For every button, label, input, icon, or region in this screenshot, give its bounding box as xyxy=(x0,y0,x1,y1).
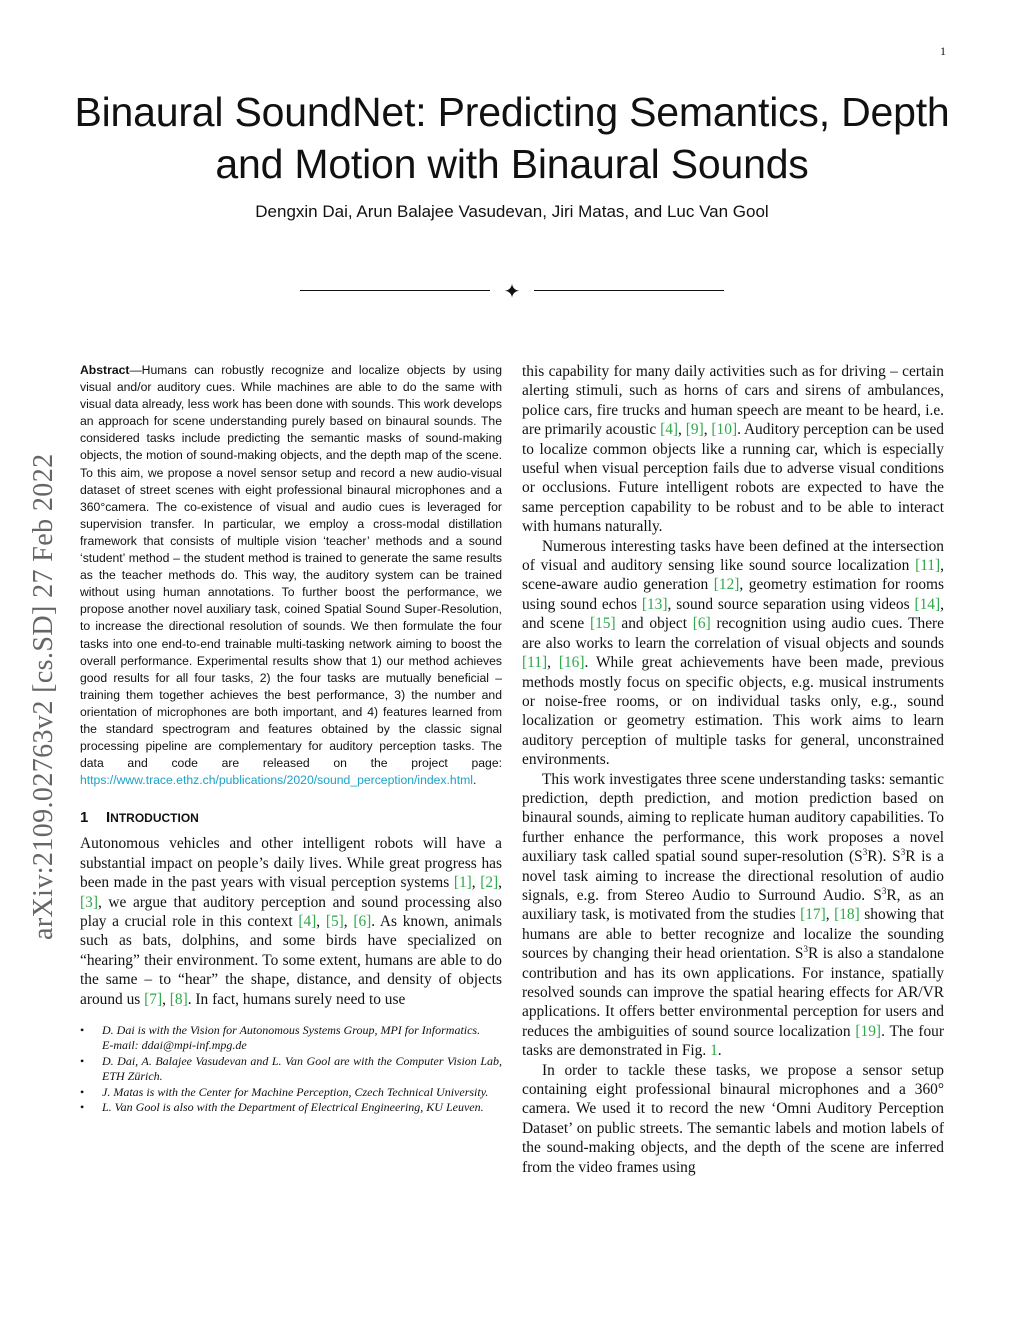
text-run: showing that humans are able to better recognize and localize the sounding sources by changing their head orientation. S xyxy=(522,906,944,963)
citation-link[interactable]: [15] xyxy=(589,615,616,633)
text-run: R, as an auxiliary task, is motivated from the studies xyxy=(522,886,944,924)
superscript: 3 xyxy=(862,847,868,858)
bullet-icon: • xyxy=(80,1023,85,1037)
citation-link[interactable]: [17] xyxy=(800,906,826,924)
author-list: Dengxin Dai, Arun Balajee Vasudevan, Jiri Matas, and Luc Van Gool xyxy=(255,202,769,221)
bullet-icon: • xyxy=(80,1053,85,1068)
text-run: . In fact, humans surely need to use xyxy=(187,990,406,1008)
title-line-1: Binaural SoundNet: Predicting Semantics, Depth xyxy=(74,89,950,135)
footnote-text: D. Dai is with the Vision for Autonomous Systems Group, MPI for Informatics. xyxy=(102,1023,481,1037)
citation-link[interactable]: [16] xyxy=(558,654,585,672)
intro-left-text xyxy=(80,834,502,1009)
abstract-label: Abstract xyxy=(80,363,130,377)
right-column xyxy=(522,362,944,1177)
citation-link[interactable]: [6] xyxy=(353,912,372,930)
text-run: , xyxy=(471,874,481,892)
text-run: . As known, animals such as bats, dolphins, and some birds have specialized on “hearing” their environment. To some extent, humans are able to do the same – to “hear” the shape, distance, and density of objects around us xyxy=(80,912,502,1008)
citation-link[interactable]: [13] xyxy=(641,595,668,613)
citation-link[interactable]: [3] xyxy=(80,893,98,911)
footnote-email: E-mail: ddai@mpi-inf.mpg.de xyxy=(102,1038,247,1053)
text-run: , xyxy=(162,990,170,1008)
intro-paragraph-5: In order to tackle these tasks, we propose a sensor setup containing eight professional binaural microphones and a 360° camera. We used it to record the new ‘Omni Auditory Perception Dataset’ on public streets. The semantic labels and motion labels of the sound-making objects, and the depth of the scene are inferred from the video frames using xyxy=(522,1061,944,1176)
author-footnotes xyxy=(80,1023,502,1115)
text-run: This work investigates three scene understanding tasks: semantic prediction, depth prediction, and motion prediction based on binaural sounds, aiming to replicate human auditory capabilities. To further enhance the performance, this work proposes a novel auxiliary task called spatial sound super-resolution (S xyxy=(522,770,944,866)
citation-link[interactable]: [12] xyxy=(713,576,740,594)
intro-paragraph-3 xyxy=(522,537,944,770)
text-run: , xyxy=(703,421,712,439)
intro-paragraph-4 xyxy=(522,770,944,1061)
section-number: 1 xyxy=(80,809,89,827)
intro-paragraph-2 xyxy=(522,362,944,537)
superscript: 3 xyxy=(881,885,887,896)
text-run: , xyxy=(316,912,326,930)
footnote-text: L. Van Gool is also with the Department of Electrical Engineering, KU Leuven. xyxy=(102,1100,484,1115)
text-run: , xyxy=(547,654,559,672)
footnote-item xyxy=(80,1085,502,1100)
text-run: . While great achievements have been made, previous methods mostly focus on specific objects, e.g. musical instruments or noise-free rooms, or on individual tasks only, e.g., sound localization or geometry estimation. This work aims to learn auditory perception of multiple tasks for general, unconstrained environments. xyxy=(522,654,944,769)
project-page-link[interactable]: https://www.trace.ethz.ch/publications/2020/sound_perception/index.html xyxy=(80,773,473,788)
figure-link[interactable]: 1 xyxy=(710,1042,718,1060)
citation-link[interactable]: [11] xyxy=(915,557,941,575)
separator-line-left xyxy=(300,290,490,291)
bullet-icon: • xyxy=(80,1084,85,1099)
arxiv-identifier: arXiv:2109.02763v2 [cs.SD] 27 Feb 2022 xyxy=(28,453,59,940)
section-title-initial: I xyxy=(106,809,111,827)
citation-link[interactable]: [4] xyxy=(298,912,317,930)
separator-line-right xyxy=(534,290,724,291)
title-separator xyxy=(300,281,724,301)
abstract-end: . xyxy=(472,773,477,788)
text-run: . The four tasks are demonstrated in Fig. xyxy=(522,1022,944,1060)
citation-link[interactable]: [11] xyxy=(522,654,548,672)
text-run: , xyxy=(343,912,354,930)
text-run: . Auditory perception can be used to localize common objects like a running car, which is especially useful when visual perception fails due to adverse visual conditions or occlusions. Future intelligent robots are expected to have the same perception capability to be robust and to be able to interact with humans naturally. xyxy=(522,421,945,536)
citation-link[interactable]: [4] xyxy=(660,421,679,439)
text-run: this capability for many daily activities such as for driving – certain alerting stimuli, such as horns of cars and sirens of ambulances, police cars, fire trucks and human speech are meant to be heard, i.e. are primarily acoustic xyxy=(522,363,944,439)
citation-link[interactable]: [7] xyxy=(144,990,163,1008)
superscript: 3 xyxy=(900,847,906,858)
citation-link[interactable]: [2] xyxy=(480,874,499,892)
section-heading-introduction xyxy=(80,809,502,826)
footnote-item xyxy=(80,1054,502,1085)
paper-title xyxy=(0,86,1024,190)
section-title-rest: NTRODUCTION xyxy=(110,811,199,826)
title-line-2: and Motion with Binaural Sounds xyxy=(215,141,809,187)
text-run: R). S xyxy=(867,848,901,866)
text-run: , scene-aware audio generation xyxy=(522,557,944,594)
separator-diamond-icon: ✦ xyxy=(503,281,521,303)
text-run: Autonomous vehicles and other intelligent robots will have a substantial impact on people’s daily lives. While great progress has been made in the past years with visual perception systems xyxy=(80,835,502,892)
text-run: , geometry estimation for rooms using sound echos xyxy=(522,576,944,613)
citation-link[interactable]: [1] xyxy=(453,874,472,892)
text-run: R is a novel task aiming to increase the directional resolution of audio signals, e.g. from Stereo Audio to Surround Audio. S xyxy=(522,848,944,904)
superscript: 3 xyxy=(803,944,808,955)
footnote-item xyxy=(80,1100,502,1115)
intro-paragraph-1 xyxy=(80,834,502,1009)
text-run: and object xyxy=(615,615,693,633)
abstract xyxy=(80,362,502,789)
citation-link[interactable]: [19] xyxy=(855,1022,882,1040)
citation-link[interactable]: [5] xyxy=(325,912,344,930)
footnote-item xyxy=(80,1023,502,1054)
text-run: , we argue that auditory perception and sound processing also play a crucial role in this context xyxy=(80,893,502,930)
footnote-text: J. Matas is with the Center for Machine Perception, Czech Technical University. xyxy=(102,1084,489,1099)
text-run: , xyxy=(678,421,686,439)
text-run: , sound source separation using videos xyxy=(667,595,915,613)
text-run: . xyxy=(717,1042,722,1060)
citation-link[interactable]: [9] xyxy=(685,421,704,439)
citation-link[interactable]: [8] xyxy=(169,990,188,1008)
citation-link[interactable]: [10] xyxy=(711,421,738,439)
text-run: , xyxy=(825,906,835,924)
text-run: , and scene xyxy=(522,595,944,633)
citation-link[interactable]: [14] xyxy=(914,595,941,613)
page-number: 1 xyxy=(940,44,946,58)
citation-link[interactable]: [6] xyxy=(692,615,711,633)
text-run: R is also a standalone contribution and has its own applications. For instance, spatially resolved sounds can improve the spatial hearing effects for AR/VR applications. It offers better environmental perception for users and reduces the ambiguities of sound source localization xyxy=(522,945,944,1040)
bullet-icon: • xyxy=(80,1100,85,1115)
left-column xyxy=(80,362,502,1115)
abstract-text: —Humans can robustly recognize and localize objects by using visual and/or auditory cues. While machines are able to do the same with visual data already, less work has been done with sounds. This work develops an approach for scene understanding purely based on binaural sounds. The considered tasks include predicting the semantic masks of sound-making objects, the motion of sound-making objects, and the depth map of the scene. To this aim, we propose a novel sensor setup and record a new audio-visual dataset of street scenes with eight professional binaural microphones and a 360°camera. The co-existence of visual and audio cues is leveraged for supervision transfer. In particular, we employ a cross-modal distillation framework that consists of multiple vision ‘teacher’ methods and a sound ‘student’ method – the student method is trained to generate the same results as the teacher methods do. This way, the auditory system can be trained without using human annotations. To further boost the performance, we propose another novel auxiliary task, coined Spatial Sound Super-Resolution, to increase the directional resolution of sounds. We then formulate the four tasks into one end-to-end trainable multi-tasking network aiming to boost the overall performance. Experimental results show that 1) our method achieves good results for all four tasks, 2) the four tasks are mutually beneficial – training them together achieves the best performance, 3) the number and orientation of microphones are both important, and 4) features learned from the standard spectrogram and features obtained by the classic signal processing pipeline are complementary for auditory perception tasks. The data and code are released on the project page: xyxy=(80,363,502,771)
text-run: recognition using audio cues. There are also works to learn the correlation of visual objects and sounds xyxy=(522,615,944,652)
text-run: Numerous interesting tasks have been defined at the intersection of visual and auditory sensing like sound source localization xyxy=(522,537,944,575)
citation-link[interactable]: [18] xyxy=(834,906,860,924)
text-run: , xyxy=(498,874,502,892)
footnote-text: D. Dai, A. Balajee Vasudevan and L. Van Gool are with the Computer Vision Lab, ETH Zürich. xyxy=(102,1053,502,1084)
